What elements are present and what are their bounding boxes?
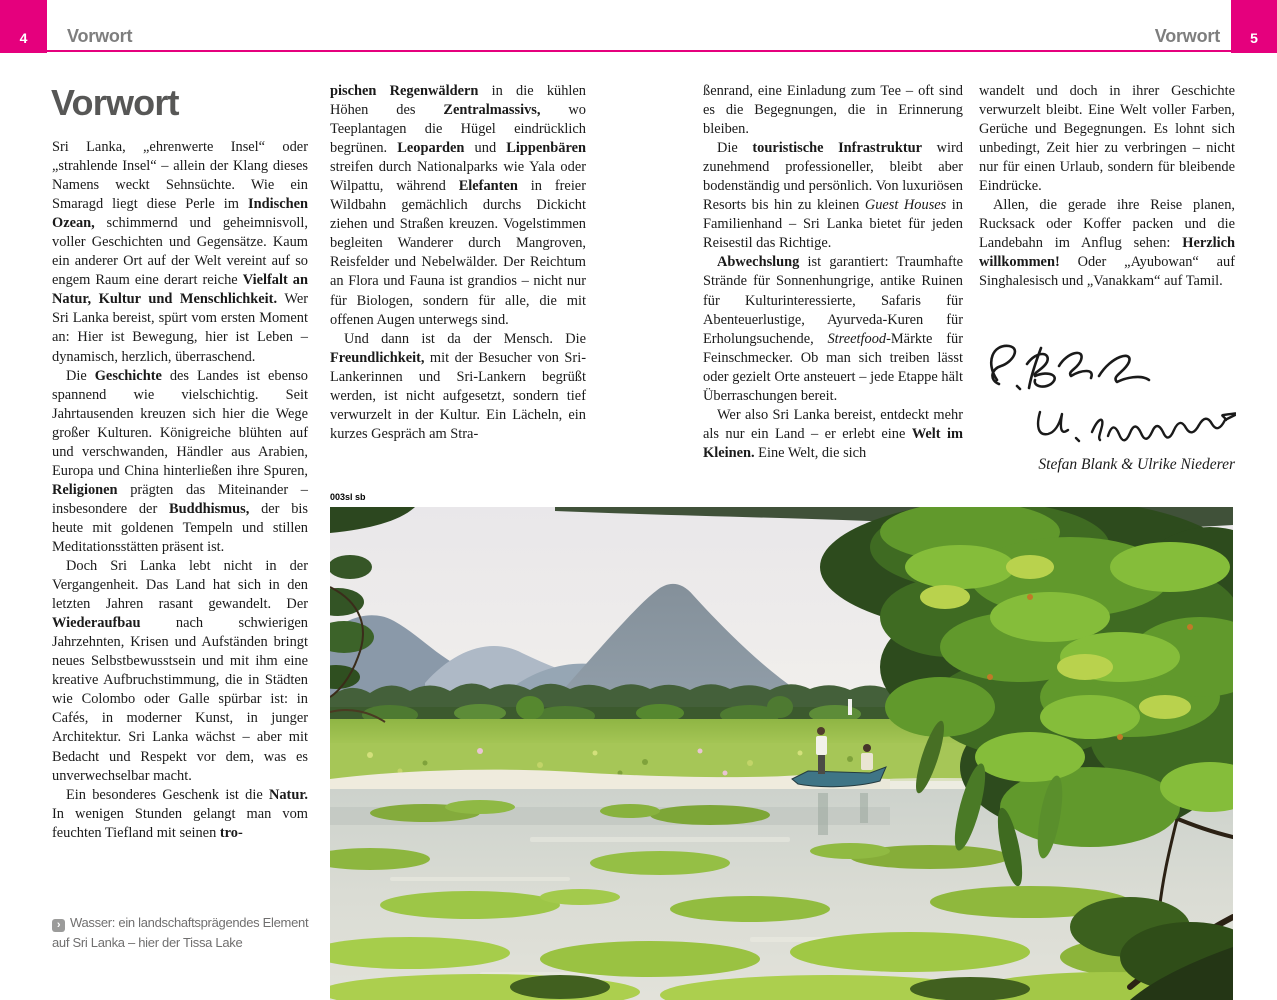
running-header-left: Vorwort	[67, 26, 133, 46]
photo-caption-text: Wasser: ein landschaftsprägendes Element auf Sri Lanka – hier der Tissa Lake	[52, 915, 309, 950]
signature-ulrike-niederer	[1028, 398, 1236, 448]
text-column-2: pischen Regenwäldern in die kühlen Höhen des Zentralmassivs, wo Teeplantagen die Hügel eindrücklich begrünen. Leoparden und Lippenbären streifen durch Nationalparks wie Yala oder Wilpattu, während Elefanten in freier Wildbahn gemächlich durchs Dickicht ziehen und Straßen kreuzen. Vogelstimmen begleiten Wanderer durch Mangroven, Reisfelder und Nebelwälder. Der Reichtum an Flora und Fauna ist grandios – nicht nur für Biologen, sondern für alle, die mit offenen Augen unterwegs sind. Und dann ist da der Mensch. Die Freundlichkeit, mit der Besucher von Sri-Lankerinnen und Sri-Lankern begrüßt werden, ist nicht aufgesetzt, sondern tief verwurzelt in der Kultur. Ein Lächeln, ein kurzes Gespräch am Stra-	[330, 83, 587, 442]
page-title: Vorwort	[51, 82, 179, 123]
text-column-4: wandelt und doch in ihrer Geschichte verwurzelt bleibt. Eine Welt voller Farben, Gerüche und Begegnungen. Es lohnt sich unbedingt, Zeit hier zu verbringen – nicht nur für einen Urlaub, sondern für bleibende Eindrücke. Allen, die gerade ihre Reise planen, Rucksack oder Koffer packen und die Landebahn im Anflug sehen: Herzlich willkommen! Oder „Ayubowan“ auf Singhalesisch und „Vanakkam“ auf Tamil.	[979, 83, 1235, 290]
page-number-right-value: 5	[1250, 30, 1258, 46]
page-number-left-value: 4	[19, 30, 28, 46]
text-column-1: Sri Lanka, „ehrenwerte Insel“ oder „strahlende Insel“ – allein der Klang dieses Namens weckt Sehnsüchte. Wie ein Smaragd liegt diese Perle im Indischen Ozean, schimmernd und geheimnisvoll, voller Geschichten und Gegensätze. Kaum ein anderer Ort auf der Welt vereint auf so engem Raum eine derart reiche Vielfalt an Natur, Kultur und Menschlichkeit. Wer Sri Lanka bereist, spürt vom ersten Moment an: Hier ist Bewegung, hier ist Leben – dynamisch, herzlich, überraschend. Die Geschichte des Landes ist ebenso spannend wie vielschichtig. Seit Jahrtausenden kreuzen sich hier die Wege großer Kulturen. Königreiche blühten auf und verschwanden, Händler aus Arabien, Europa und China hinterließen ihre Spuren, Religionen prägten das Miteinander – insbesondere der Buddhismus, der bis heute mit goldenen Tempeln und stillen Meditationsstätten präsent ist. Doch Sri Lanka lebt nicht in der Vergangenheit. Das Land hat sich in den letzten Jahren rasant gewandelt. Der Wiederaufbau nach schwierigen Jahrzehnten, Krisen und Aufständen bringt neues Selbstbewusstsein und mit ihm eine kreative Aufbruchstimmung, die in Städten wie Colombo oder Galle spürbar ist: in Cafés, in moderner Kunst, in junger Architektur. Sri Lanka wächst – aber mit Bedacht und Respekt vor dem, was es unverwechselbar macht. Ein besonderes Geschenk ist die Natur. In wenigen Stunden gelangt man vom feuchten Tiefland mit seinen tro-	[52, 139, 308, 841]
text-column-3: ßenrand, eine Einladung zum Tee – oft sind es die Begegnungen, die in Erinnerung bleiben. Die touristische Infrastruktur wird zunehmend professioneller, bleibt aber bodenständig und persönlich. Von luxuriösen Resorts bis hin zu kleinen Guest Houses in Familienhand – Sri Lanka bietet für jeden Reisestil das Richtige. Abwechslung ist garantiert: Traumhafte Strände für Sonnenhungrige, antike Ruinen für Kulturinteressierte, Safaris für Abenteuerlustige, Ayurveda-Kuren für Erholungsuchende, Streetfood-Märkte für Feinschmecker. Ob man sich treiben lässt oder gezielt Orte ansteuert – jede Etappe hält Überraschungen bereit. Wer also Sri Lanka bereist, entdeckt mehr als nur ein Land – er erlebt eine Welt im Kleinen. Eine Welt, die sich	[703, 83, 963, 461]
page-number-right	[1231, 0, 1277, 53]
signature-stefan-blank	[983, 336, 1163, 398]
photo-tissa-lake	[330, 507, 1233, 1000]
running-header-right: Vorwort	[1154, 26, 1220, 46]
chevron-right-icon: ›	[52, 919, 65, 932]
photo-caption	[52, 913, 320, 952]
photo-credit-label: 003sl sb	[330, 492, 366, 502]
page-number-left	[0, 0, 47, 53]
header-rule	[47, 50, 1231, 52]
author-credit: Stefan Blank & Ulrike Niederer	[1038, 456, 1235, 473]
